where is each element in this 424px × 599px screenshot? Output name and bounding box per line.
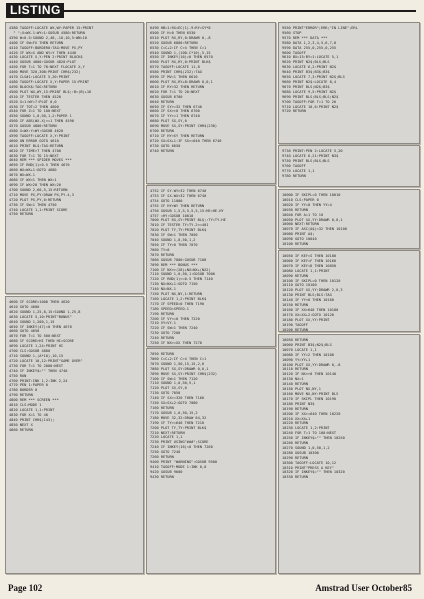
code-block: 6490 HB=1:RX=EC(1)-9:RY=SY*8 6500 IF H=0 THEN 6530 6510 PLOT RX,RY,0:DRAWR 0,-8 6520 GOSUB 6800:RETURN 6530 C=C+2:IF C>4 THEN C=1 6540 SOUND 1,(100-C*10),5,15 6550 IF INKEY(16)=0 THEN 6570 6560 PLOT RX,RY,0:PRINT BLK$ 6570 TAGOFF:LOCATE 11,8 6580 PRINT CHR$(232):TAG 6590 IF MV=1 THEN 6610 6600 PLOT RX,RY+8:DRAWR 0,0,1 6610 IF RY>32 THEN RETURN 6620 FOR T=1 TO 20:NEXT 6630 GOSUB 6700 6640 RETURN 6650 IF SY>=32 THEN 6740 6660 IF SX<>0 THEN 6700 6670 IF YY>=1 THEN 6740 6680 PLOT SX,SY,0 6690 MOVE SX,SY:PRINT CHR$(230) 6700 RETURN 6710 IF HY<SY THEN RETURN 6720 SX=SX+1:IF SX>=640 THEN 6740 6730 GOTO 6650 6740 RETURN bbox=[150, 26, 222, 153]
code-block: 9550 PRINT"ERROR";ERR;"IN LINE";ERL 9560 STOP 9570 REM *** DATA *** 9580 DATA 1,2,3,4,5,6,7,8 9590 DATA 255,0,255,0,255 9600 TAGOFF 9610 BX=15:BY=1:LOCATE 5,1 9620 PRINT N2$;BLS;BLS 9630 LOCATE 6,2:PRINT N2$ 9640 PRINT B3$;B3$;B3$ 9650 LOCATE 7,3:PRINT N2$;BLS 9660 PRINT N2$:LOCATE 8,4 9670 PRINT BLS;N2$;B3$ 9680 LOCATE 9,5:PRINT N2$ 9690 PRINT BLS;BLS;BLS;N2$ 9700 TAGOFF:FOR T=1 TO 20 9710 LOCATE 10,6:PRINT N2$ 9720 RETURN bbox=[282, 26, 358, 114]
code-block: 10000 IF SKIPL=0 THEN 10010 10010 CLS:PAPER 0 10020 IF YY=0 THEN YY=4 10030 RETURN 10040 FOR A=1 TO 10 10050 PLOT XX,YY:DRAWR 0,0,1 10060 NEXT:RETURN 10070 IF ASC(A$)=32 THEN 10100 10080 PRINT A$; 10090 GOTO 10040 10100 RETURN bbox=[282, 193, 347, 247]
code-block: 7050 RETURN 7060 C=C+2:IF C>4 THEN C=1 7070 SOUND 1,50,15,15,2,0 7080 PLOT SX,SY:DRAWR 0,0,1 7090 MOVE SX,SY:PRINT CHR$(232) 7100 IF SW=1 THEN 7120 7110 SOUND 1,0,50,5,1 7120 PLOT SX,SY,0 7130 GOTO 7050 7140 IF SX>=320 THEN 7160 7150 SX=SX+2:GOTO 7080 7160 RETURN 7170 GOSUB 1,0,50,15,2 7180 MOVE 32,32:DRAW 64,32 7190 IF TY>=640 THEN 7210 7200 PLOT TY,TY:PRINT BLK$ 7210 NEXT:RETURN 7220 LOCATE 1,1 7230 PRINT USING"###";SCORE 7240 IF INKEY(16)=0 THEN 7260 7250 GOTO 7240 7260 RETURN 9400 PRINT "WARNING":GOSUB 9500 9410 TAGOFF:MODE 1:INK 0,0 9420 GOSUB 9600 9430 RETURN bbox=[150, 352, 218, 479]
code-block: 4752 IF SY-WY>32 THEN 6740 4753 IF SX-WX<32 THEN 6740 4754 GOTO 11000 4755 IF HY>WY THEN RETURN 4756 GOSUB 1,5,5,5,5,5,15:HE=HE-HY 4757 =HY:GOSUB 10010 7000 PLOT RX,SY:PRINT BL$;:TY=TY-HE 7010 IF TESTER TY=TY-2<=401 7020 PLOT TY,TY:PRINT BLK$ 7030 IF SW=1 THEN 7050 7040 SOUND 1,0,50,1,2 7050 IF TY>0 THEN 7070 7060 TY=0 7070 RETURN 7080 GOSUB 7000:GOSUB 7100 7090 REM *** BONUS *** 7100 IF NX<>(28)+NX=NX+(NX2) 7110 SOUND 1,0,50,1:GOSUB 7000 7120 IF RND(1)>=0.5 THEN 7140 7130 NX=NX+1:GOTO 7150 7140 NX=NX-1 7150 PLOT NX,NY,1:RETURN 7160 LOCATE 1,2:PRINT BLK$ 7170 IF SPEED=0 THEN 7190 7180 SPEED=SPEED-1 7190 RETURN 7200 IF VY<=0 THEN 7220 7210 VY=VY-1 7220 IF SW=1 THEN 7240 7230 GOTO 7200 7240 RETURN 7250 IF NX>=XX THEN 7270 bbox=[150, 189, 226, 346]
page-number: Page 102 bbox=[8, 583, 43, 593]
listing-panel-7 bbox=[278, 250, 420, 332]
listing-panel-5 bbox=[278, 189, 420, 249]
listing-panel-3 bbox=[278, 22, 420, 144]
code-block: 9730 PRINT:PEN 2:LOCATE 5,20 9740 LOCATE 6,21:PRINT N3$ 9750 PRINT BLS;BLS;BLS 9760 TAGOFF 9770 LOCATE 1,1 9780 RETURN bbox=[282, 149, 343, 178]
code-block: 10050 RETURN 10060 PRINT B3$;N2$;BLS 10070 LOCATE 1,1 10080 IF YY=2 THEN 10100 10090 YY=YY+1 10100 PLOT XX,YY:DRAWR 0,-8 10110 RETURN 10120 IF NX<>0 THEN 10140 10130 NX=1 10140 RETURN 10150 PLOT NX,NY,1 10160 MOVE NX,NY:PRINT BLS 10170 IF SKIPL THEN 10190 10180 PRINT N3$ 10190 RETURN 10200 IF XX>=640 THEN 10220 10210 XX=XX+1 10220 RETURN 10230 LOCATE 1,2:PRINT 10240 FOR T=1 TO 100:NEXT 10250 IF INKEY$="" THEN 10250 10260 RETURN 10270 SOUND 1,0,50,1,2 10280 GOSUB 10300 10290 RETURN 10300 TAGOFF:LOCATE 10,12 10310 PRINT"PRESS A KEY" 10320 IF INKEY$="" THEN 10320 10330 RETURN bbox=[282, 338, 345, 480]
listing-panel-1 bbox=[5, 22, 144, 294]
listing-panel-2 bbox=[146, 22, 276, 184]
listing-panel-4 bbox=[278, 145, 420, 187]
magazine-issue: Amstrad User October85 bbox=[315, 583, 412, 593]
listing-panel-9 bbox=[146, 348, 276, 574]
listing-panel-10 bbox=[278, 334, 420, 574]
code-block: 4380 TAGOFF:LOCATE WX,WY:PAPER 15:PRINT " ";X=WX-1:WY=1:GOSUB 4580:RETURN 4390 W=0.5:SOUND 2,48,-10,10,5:WN=10 4400 IF SW=FX THEN RETURN 4410 TAGOFF:BORDER0:TAG:MOVE PX,PY 4420 IF WX=X AND WY=Y THEN 4440 4430 LOCATE X,Y:PEN 2:PRINT BLOCK$ 4440 GOSUB 4800:GOSUB 4820:PLOT 4450 FOR T=1 TO 78:NEXT FLOCATE X,Y 4460 MOVE 320,308:PRINT CHR$(232) 4470 CLS#1:LOCATE 5,20:PRINT 4480 TAGOFF:LOCATE X,Y:PAPER 15:PRINT 4490 BLOCK$:TAG:RETURN 4500 PLOT WX,WY,15:PRINT BL$;:B=(B)+16 4510 IF TESTER THEN 4520 4520 X=1:WY=7:PLOT 0,0 4530 IF TOT=2 THEN 4600 4540 FOR Z=1 TO 100:NEXT 4550 SOUND 1,0,50,1,2:PAPER 1 4560 IF ABS(WX-X)<=1 THEN 4590 4570 GOSUB 4800:RETURN 4580 X=WX:Y=WY:GOSUB 4620 4590 TAGOFF:LOCATE X,Y:PRINT 4600 ON ERROR GOTO 4610 4610 PRINT BL$:TAG:RETURN 4620 IF TIME>T THEN 4700 4630 FOR T=1 TO 15:NEXT 4640 REM *** SPIDER MOVES *** 4650 IF RND(1)>0.5 THEN 4670 4660 WX=WX+1:GOTO 4680 4670 WX=WX-1 4680 IF WX<1 THEN WX=1 4690 IF WX>20 THEN WX=20 4700 SOUND 2,60,5,15:RETURN 4710 MOVE PX,PY:DRAW PX,PY-4,3 4720 PLOT PX,PY,0:RETURN 4730 IF SW=1 THEN 4750 4740 LOCATE 1,1:PRINT SCORE 4750 RETURN bbox=[9, 26, 94, 217]
section-title: LISTING bbox=[6, 3, 64, 18]
code-block: 10050 IF KEY=S THEN 10100 10060 IF KEY=F THEN 10160 10070 IF KEY=D THEN 10050 10080 LOCATE 1,1:PRINT 10090 RETURN 10100 IF SKIPL=0 THEN 10120 10110 GOTO 10100 10120 PLOT XX,YY:DRAWR 2,0,3 10130 PRINT BLS;BLS:TAG 10140 IF YY<0 THEN 10160 10150 RETURN 10160 IF XX>640 THEN 10180 10170 XX=XX+2:GOTO 10120 10180 PLOT XX,YY:PRINT 10190 TAGOFF 10200 RETURN bbox=[282, 254, 343, 332]
header-rule bbox=[64, 10, 416, 12]
code-block: 4600 IF SCORE>1000 THEN 4620 4610 GOTO 4600 4620 SOUND 1,25,8,15:SOUND 1,25,8 4630 LOCATE 5,10:PRINT"BONUS" 4640 SOUND 1,200,1,15 4650 IF INKEY(47)=0 THEN 4670 4660 GOTO 4650 4670 FOR T=1 TO 500:NEXT 4680 IF SCORE>HI THEN HI=SCORE 4690 LOCATE 1,24:PRINT HI 4700 CLS:GOSUB 4800 4710 SOUND 1,(A*10),10,15 4720 LOCATE 10,12:PRINT"GAME OVER" 4730 FOR T=1 TO 2000:NEXT 4740 IF INKEY$="" THEN 4740 4750 RUN 4760 PRINT:INK 1,2:INK 2,24 4770 PEN 1:PAPER 0 4780 BORDER 0 4790 RETURN 4800 REM *** SCREEN *** 4810 CLS:MODE 1 4820 LOCATE 1,1:PRINT 4830 FOR X=1 TO 40 4840 PRINT CHR$(143); 4850 NEXT X 4860 RETURN bbox=[9, 300, 83, 432]
listing-panel-8 bbox=[5, 296, 144, 574]
listing-panel-6 bbox=[146, 185, 276, 347]
